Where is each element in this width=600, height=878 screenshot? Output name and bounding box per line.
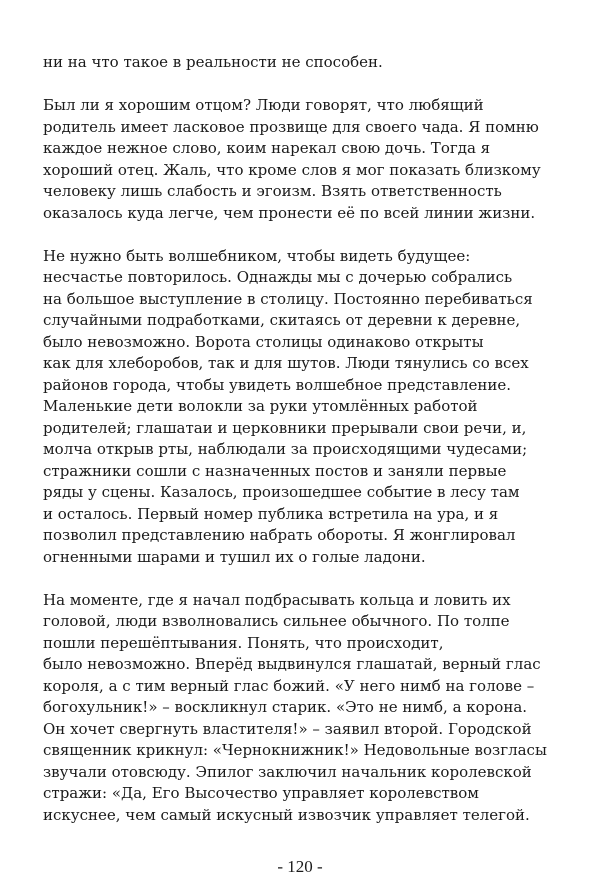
text-line: головой, люди взволновались сильнее обычного. По толпе (43, 612, 510, 630)
text-line: хороший отец. Жаль, что кроме слов я мог показать близкому (43, 160, 541, 179)
text-line: священник крикнул: «Чернокнижник!» Недовольные возгласы (43, 741, 547, 759)
text-line: было невозможно. Ворота столицы одинаково открыты (43, 332, 484, 351)
text-line: пошли перешёптывания. Понять, что происходит, (43, 633, 444, 652)
text-line: На моменте, где я начал подбрасывать кольца и ловить их (43, 590, 511, 609)
text-line: оказалось куда легче, чем пронести её по всей линии жизни. (43, 203, 536, 222)
paragraph (43, 95, 583, 224)
text-line: Он хочет свергнуть властителя!» – заявил второй. Городской (43, 719, 532, 738)
text-line: и осталось. Первый номер публика встретила на ура, и я (43, 504, 499, 523)
text-line: человеку лишь слабость и эгоизм. Взять ответственность (43, 182, 502, 200)
text-line: огненными шарами и тушил их о голые ладони. (43, 547, 426, 566)
text-line: на большое выступление в столицу. Постоянно перебиваться (43, 289, 533, 308)
text-line: Был ли я хорошим отцом? Люди говорят, что любящий (43, 96, 484, 114)
text-line: родитель имеет ласковое прозвище для своего чада. Я помню (43, 117, 539, 136)
paragraph (43, 52, 583, 74)
text-line: родителей; глашатаи и церковники прерывали свои речи, и, (43, 418, 527, 437)
text-line: позволил представлению набрать обороты. Я жонглировал (43, 526, 516, 544)
text-line: молча открыв рты, наблюдали за происходящими чудесами; (43, 440, 528, 458)
text-line: районов города, чтобы увидеть волшебное представление. (43, 375, 512, 394)
page-body (43, 52, 583, 826)
paragraph (43, 590, 583, 827)
text-line: несчастье повторилось. Однажды мы с дочерью собрались (43, 268, 513, 286)
text-line: звучали отовсюду. Эпилог заключил начальник королевской (43, 762, 532, 781)
text-line: стражники сошли с назначенных постов и заняли первые (43, 461, 507, 480)
text-line: Маленькие дети волокли за руки утомлённых работой (43, 397, 478, 415)
text-line: искуснее, чем самый искусный извозчик управляет телегой. (43, 805, 530, 824)
text-line: случайными подработками, скитаясь от деревни к деревне, (43, 311, 521, 329)
text-line: каждое нежное слово, коим нарекал свою дочь. Тогда я (43, 139, 491, 157)
text-line: ни на что такое в реальности не способен. (43, 53, 383, 71)
text-line: Не нужно быть волшебником, чтобы видеть будущее: (43, 246, 471, 265)
text-line: как для хлеборобов, так и для шутов. Люди тянулись со всех (43, 354, 529, 372)
text-line: ряды у сцены. Казалось, произошедшее событие в лесу там (43, 483, 520, 501)
text-line: стражи: «Да, Его Высочество управляет королевством (43, 784, 479, 802)
text-line: короля, а с тим верный глас божий. «У него нимб на голове – (43, 676, 535, 695)
text-line: было невозможно. Вперёд выдвинулся глашатай, верный глас (43, 655, 541, 673)
text-line: богохульник!» – воскликнул старик. «Это не нимб, а корона. (43, 698, 528, 716)
paragraph (43, 246, 583, 569)
page-number: - 120 - (277, 857, 323, 876)
